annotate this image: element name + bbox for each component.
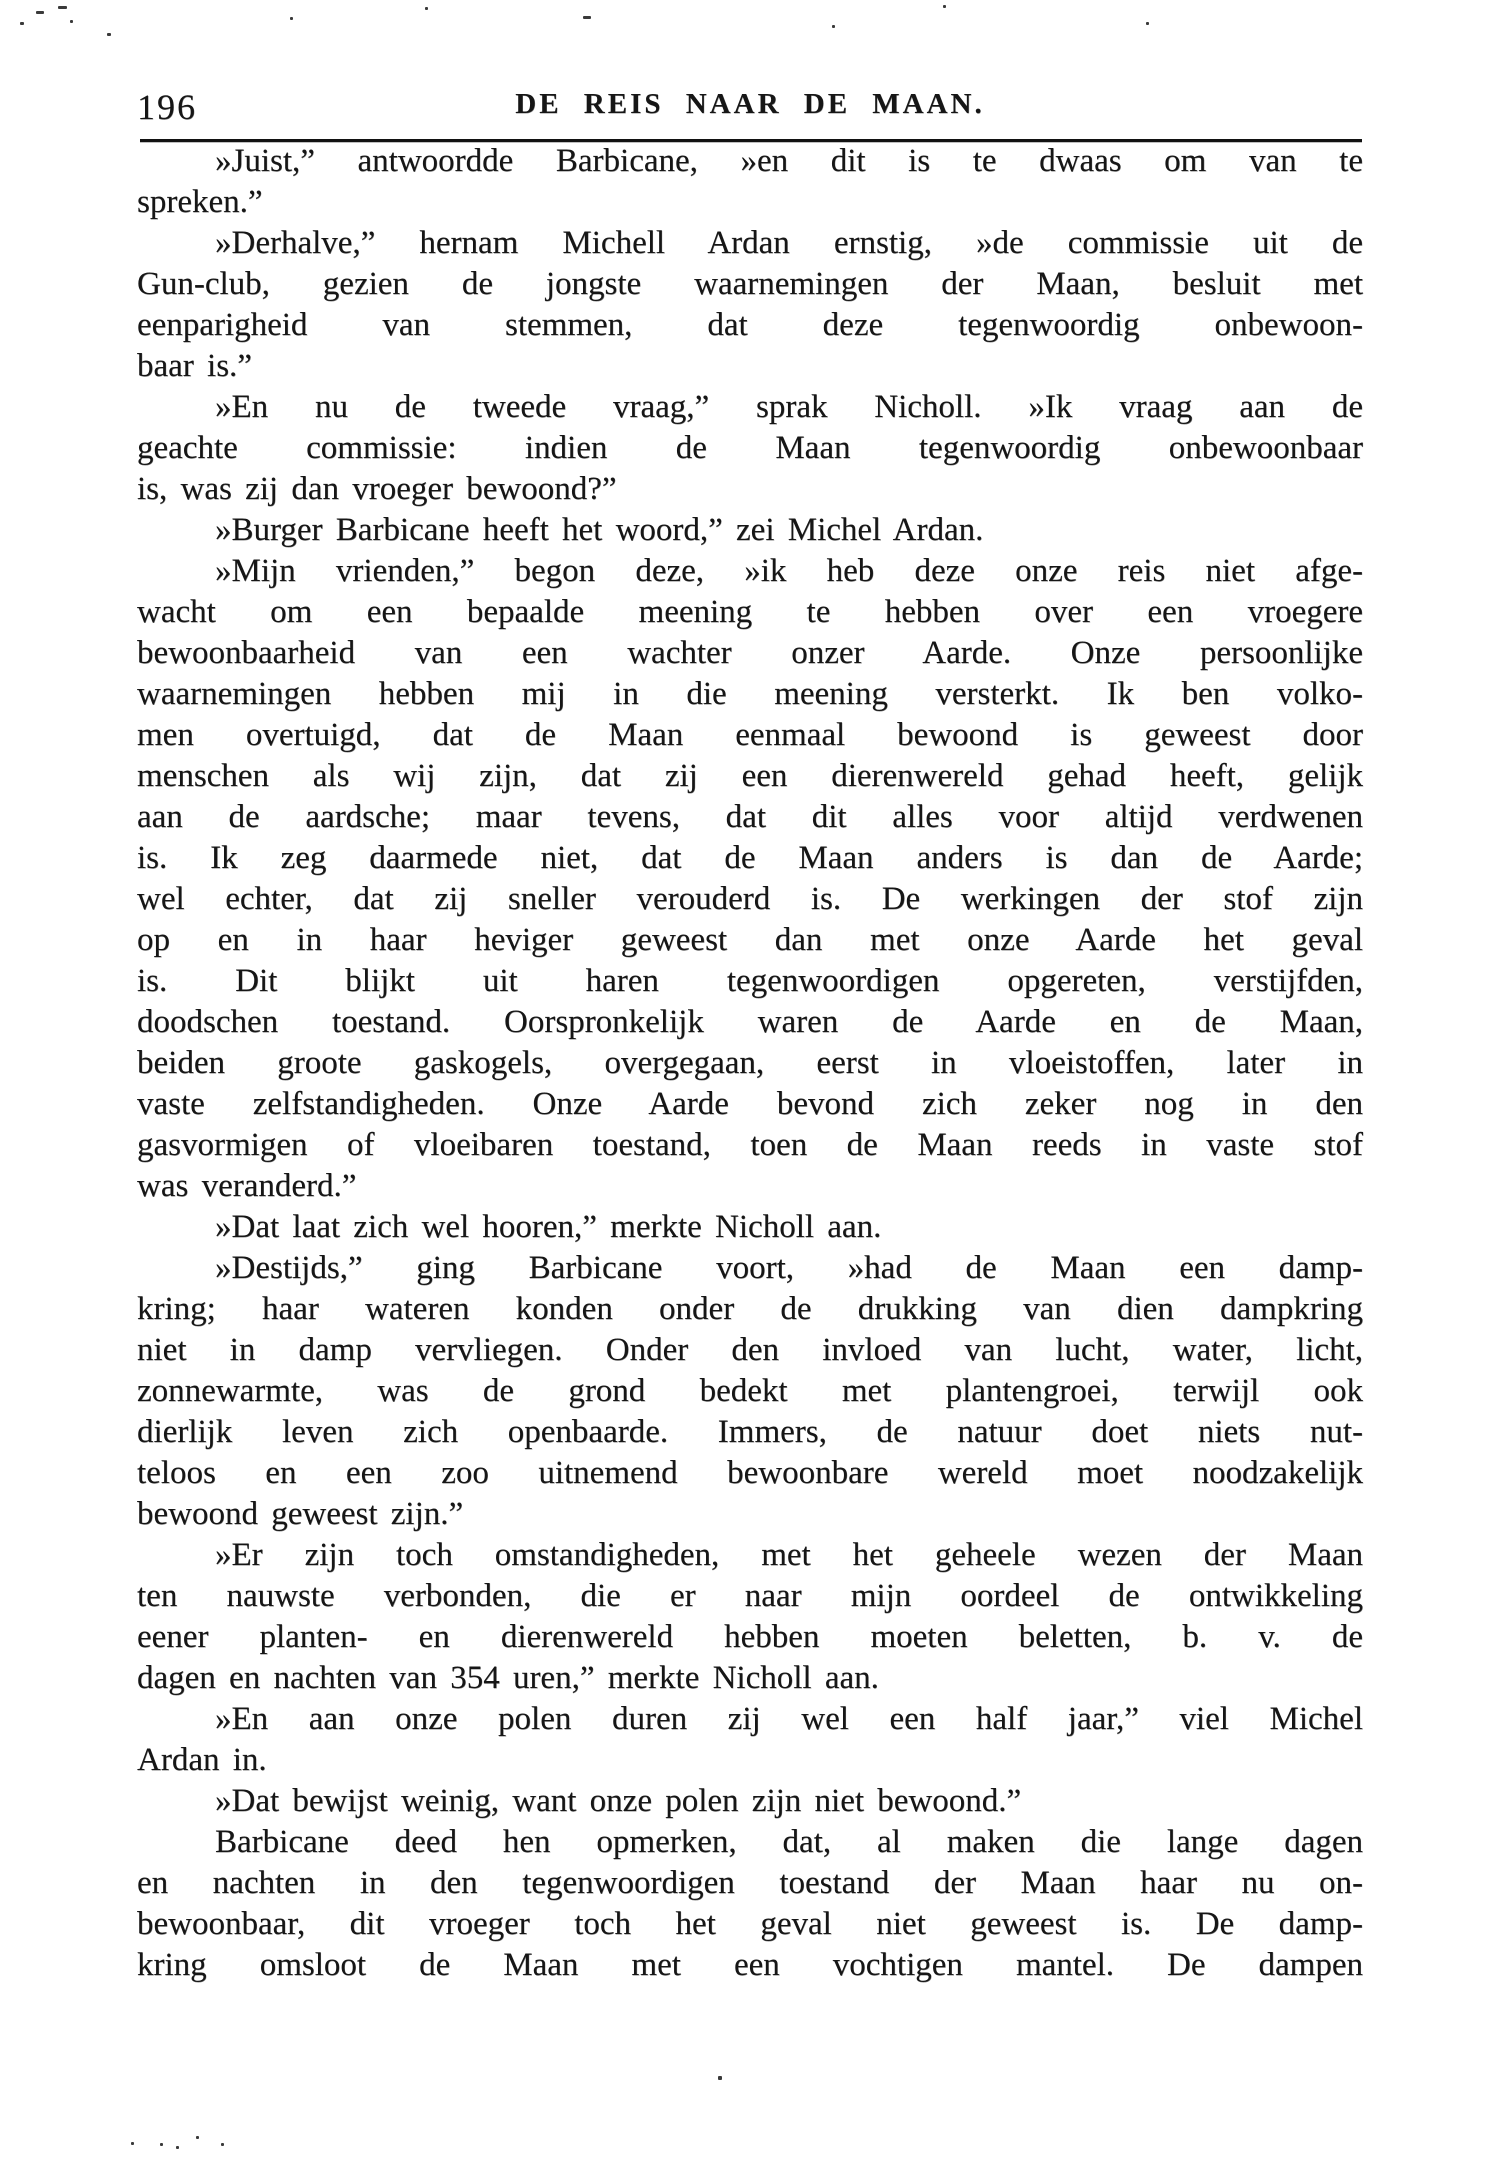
scan-speck (131, 2142, 134, 2145)
text-line: gasvormigen of vloeibaren toestand, toen de Maan reeds in vaste stof (137, 1127, 1363, 1163)
text-line: wacht om een bepaalde meening te hebben over een vroegere (137, 594, 1363, 630)
text-line: dierlijk leven zich openbaarde. Immers, de natuur doet niets nut- (137, 1414, 1363, 1450)
text-line: ten nauwste verbonden, die er naar mijn oordeel de ontwikkeling (137, 1578, 1363, 1614)
scan-speck (107, 33, 111, 36)
text-line: was veranderd.” (137, 1168, 357, 1204)
scan-speck (20, 22, 24, 25)
scan-speck (832, 25, 835, 28)
page-body (137, 141, 1363, 1986)
paragraph (137, 1248, 1363, 1535)
scan-speck (176, 2146, 179, 2149)
scan-speck (718, 2076, 722, 2080)
text-line: »Er zijn toch omstandigheden, met het geheele wezen der Maan (215, 1537, 1363, 1573)
text-line: spreken.” (137, 184, 263, 220)
text-line: »Dat laat zich wel hooren,” merkte Nicholl aan. (215, 1209, 882, 1245)
text-line: waarnemingen hebben mij in die meening versterkt. Ik ben volko- (137, 676, 1363, 712)
paragraph (137, 1781, 1363, 1822)
text-line: »En nu de tweede vraag,” sprak Nicholl. »Ik vraag aan de (215, 389, 1363, 425)
page-number: 196 (137, 87, 197, 127)
paragraph (137, 1207, 1363, 1248)
scan-speck (70, 20, 73, 23)
text-line: doodschen toestand. Oorspronkelijk waren de Aarde en de Maan, (137, 1004, 1363, 1040)
scan-speck (221, 2143, 224, 2146)
paragraph (137, 1822, 1363, 1986)
text-line: vaste zelfstandigheden. Onze Aarde bevond zich zeker nog in den (137, 1086, 1363, 1122)
scan-speck (943, 5, 946, 8)
running-title: DE REIS NAAR DE MAAN. (515, 88, 985, 120)
text-line: en nachten in den tegenwoordigen toestand der Maan haar nu on- (137, 1865, 1363, 1901)
text-line: op en in haar heviger geweest dan met onze Aarde het geval (137, 922, 1363, 958)
page-header (137, 84, 1363, 128)
scan-speck (36, 11, 44, 14)
scan-speck (1146, 22, 1149, 25)
text-line: Ardan in. (137, 1742, 267, 1778)
text-line: bewoonbaar, dit vroeger toch het geval niet geweest is. De damp- (137, 1906, 1363, 1942)
text-line: beiden groote gaskogels, overgegaan, eerst in vloeistoffen, later in (137, 1045, 1363, 1081)
text-line: bewoonbaarheid van een wachter onzer Aarde. Onze persoonlijke (137, 635, 1363, 671)
text-line: kring; haar wateren konden onder de drukking van dien dampkring (137, 1291, 1363, 1327)
text-line: »Destijds,” ging Barbicane voort, »had de Maan een damp- (215, 1250, 1363, 1286)
paragraph (137, 1699, 1363, 1781)
scan-speck (290, 17, 293, 20)
text-line: is. Dit blijkt uit haren tegenwoordigen opgereten, verstijfden, (137, 963, 1363, 999)
text-line: eenparigheid van stemmen, dat deze tegenwoordig onbewoon- (137, 307, 1363, 343)
text-line: zonnewarmte, was de grond bedekt met plantengroei, terwijl ook (137, 1373, 1363, 1409)
text-line: »Juist,” antwoordde Barbicane, »en dit is te dwaas om van te (215, 143, 1363, 179)
paragraph (137, 387, 1363, 510)
scan-speck (160, 2143, 163, 2146)
text-line: aan de aardsche; maar tevens, dat dit alles voor altijd verdwenen (137, 799, 1363, 835)
scan-speck (196, 2136, 199, 2139)
text-line: menschen als wij zijn, dat zij een dierenwereld gehad heeft, gelijk (137, 758, 1363, 794)
paragraph (137, 1535, 1363, 1699)
text-line: dagen en nachten van 354 uren,” merkte Nicholl aan. (137, 1660, 879, 1696)
text-line: »Dat bewijst weinig, want onze polen zijn niet bewoond.” (215, 1783, 1022, 1819)
text-line: »Mijn vrienden,” begon deze, »ik heb deze onze reis niet afge- (215, 553, 1363, 589)
paragraph (137, 141, 1363, 223)
scan-speck (425, 7, 428, 10)
text-line: is. Ik zeg daarmede niet, dat de Maan anders is dan de Aarde; (137, 840, 1363, 876)
scan-speck (58, 6, 67, 9)
text-line: kring omsloot de Maan met een vochtigen mantel. De dampen (137, 1947, 1363, 1983)
paragraph (137, 223, 1363, 387)
text-line: niet in damp vervliegen. Onder den invloed van lucht, water, licht, (137, 1332, 1363, 1368)
text-line: »Burger Barbicane heeft het woord,” zei Michel Ardan. (215, 512, 984, 548)
text-line: bewoond geweest zijn.” (137, 1496, 464, 1532)
text-line: »En aan onze polen duren zij wel een half jaar,” viel Michel (215, 1701, 1363, 1737)
text-line: wel echter, dat zij sneller verouderd is. De werkingen der stof zijn (137, 881, 1363, 917)
text-line: men overtuigd, dat de Maan eenmaal bewoond is geweest door (137, 717, 1363, 753)
text-line: Barbicane deed hen opmerken, dat, al maken die lange dagen (215, 1824, 1363, 1860)
scan-speck (583, 16, 591, 19)
text-line: teloos en een zoo uitnemend bewoonbare wereld moet noodzakelijk (137, 1455, 1363, 1491)
paragraph (137, 510, 1363, 551)
text-line: geachte commissie: indien de Maan tegenwoordig onbewoonbaar (137, 430, 1363, 466)
text-line: eener planten- en dierenwereld hebben moeten beletten, b. v. de (137, 1619, 1363, 1655)
text-line: baar is.” (137, 348, 252, 384)
text-line: Gun-club, gezien de jongste waarnemingen der Maan, besluit met (137, 266, 1363, 302)
paragraph (137, 551, 1363, 1207)
text-line: »Derhalve,” hernam Michell Ardan ernstig, »de commissie uit de (215, 225, 1363, 261)
text-line: is, was zij dan vroeger bewoond?” (137, 471, 617, 507)
